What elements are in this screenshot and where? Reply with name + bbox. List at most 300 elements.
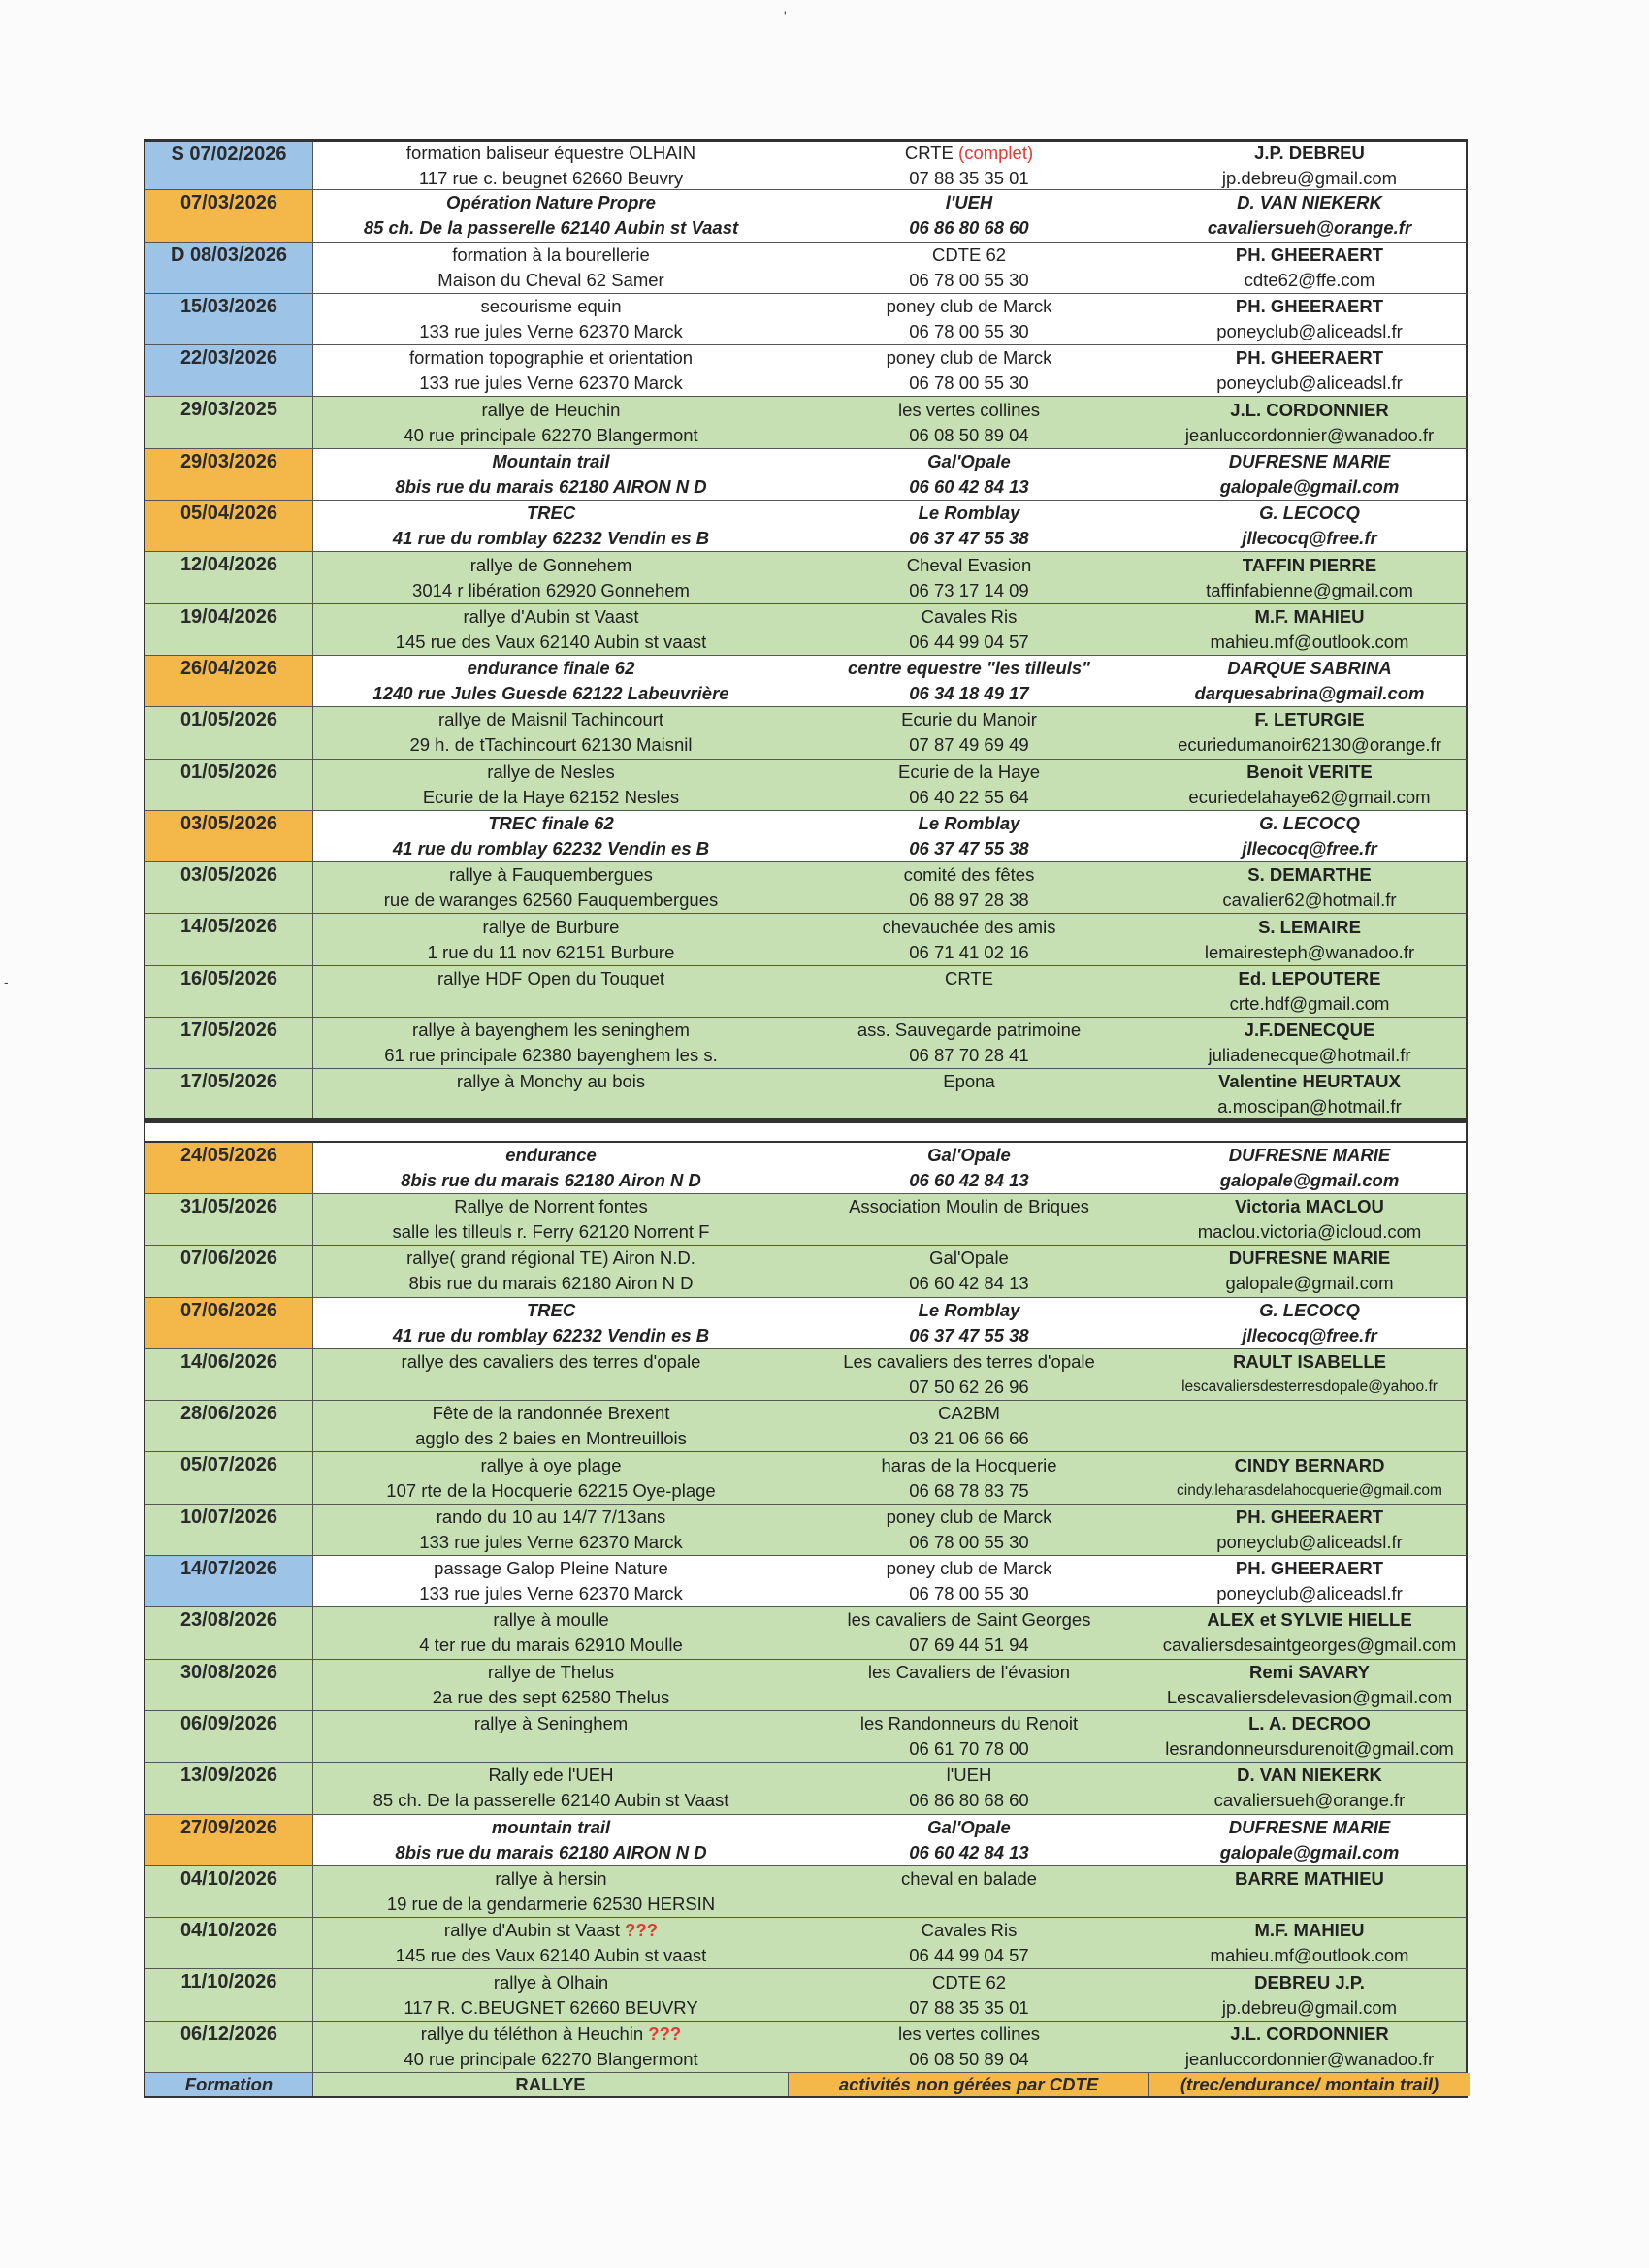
event-date: 07/06/2026 — [146, 1298, 313, 1348]
event-address: 8bis rue du marais 62180 Airon N D — [401, 1169, 701, 1190]
contact-email[interactable]: ecuriedumanoir62130@orange.fr — [1178, 734, 1441, 756]
event-title-text: rando du 10 au 14/7 7/13ans — [436, 1506, 666, 1527]
event-address: 29 h. de tTachincourt 62130 Maisnil — [409, 734, 693, 756]
event-address — [313, 1375, 789, 1400]
event-title-text: Opération Nature Propre — [446, 192, 656, 213]
event-description — [313, 1018, 789, 1068]
organizer-phone: 06 60 42 84 13 — [909, 475, 1029, 497]
event-address: 85 ch. De la passerelle 62140 Aubin st Vaast — [363, 217, 739, 239]
contact-name: PH. GHEERAERT — [1235, 243, 1384, 265]
contact-name: G. LECOCQ — [1259, 502, 1360, 524]
event-date: 05/04/2026 — [146, 501, 313, 551]
event-description — [313, 501, 789, 551]
organizer-name — [789, 1246, 1149, 1271]
contact-email[interactable]: jllecocq@free.fr — [1242, 838, 1377, 859]
event-date: 06/12/2026 — [146, 2022, 313, 2072]
organizer-phone — [789, 991, 1149, 1017]
event-row — [144, 914, 1468, 965]
event-title — [313, 760, 789, 785]
contact-email[interactable]: cavaliersueh@orange.fr — [1207, 217, 1412, 239]
contact-email[interactable]: cavalier62@hotmail.fr — [1222, 890, 1397, 911]
event-row — [144, 501, 1468, 552]
organizer-phone: 07 87 49 69 49 — [909, 734, 1029, 756]
contact-name: RAULT ISABELLE — [1233, 1350, 1386, 1372]
event-row — [144, 1660, 1468, 1711]
event-title — [313, 294, 789, 319]
event-address: 133 rue jules Verne 62370 Marck — [419, 373, 683, 394]
contact-email[interactable]: jeanluccordonnier@wanadoo.fr — [1184, 424, 1435, 445]
event-date: 29/03/2025 — [146, 397, 313, 447]
event-organizer — [789, 397, 1149, 447]
event-date: 12/04/2026 — [146, 552, 313, 602]
event-title — [313, 1069, 789, 1093]
contact-email[interactable]: cavaliersdesaintgeorges@gmail.com — [1162, 1635, 1457, 1656]
event-date: 14/05/2026 — [146, 914, 313, 964]
event-organizer — [789, 243, 1149, 293]
contact-name: G. LECOCQ — [1259, 1299, 1360, 1320]
event-row — [144, 552, 1468, 603]
event-row — [144, 1815, 1468, 1866]
event-contact — [1149, 1246, 1470, 1296]
organizer-name — [789, 142, 1149, 166]
contact-name: J.L. CORDONNIER — [1230, 399, 1389, 420]
event-address — [313, 1736, 789, 1762]
event-description — [313, 1969, 789, 2020]
contact-email[interactable]: Lescavaliersdelevasion@gmail.com — [1166, 1686, 1453, 1707]
organizer-phone: 07 50 62 26 96 — [909, 1376, 1029, 1397]
organizer-phone: 06 78 00 55 30 — [909, 321, 1029, 342]
event-row — [144, 760, 1468, 811]
event-address: 2a rue des sept 62580 Thelus — [432, 1686, 670, 1707]
organizer-name-text: Les cavaliers des terres d'opale — [843, 1350, 1095, 1372]
event-description — [313, 449, 789, 500]
event-address: 8bis rue du marais 62180 AIRON N D — [395, 475, 707, 497]
organizer-name — [789, 1607, 1149, 1633]
contact-name: DEBREU J.P. — [1254, 1971, 1365, 1993]
contact-name: Remi SAVARY — [1248, 1661, 1371, 1682]
contact-name: Ed. LEPOUTERE — [1238, 967, 1381, 988]
organizer-name — [789, 1453, 1149, 1478]
event-organizer — [789, 966, 1149, 1017]
organizer-name-text: haras de la Hocquerie — [881, 1454, 1057, 1475]
event-date: 04/10/2026 — [146, 1918, 313, 1968]
event-contact — [1149, 190, 1470, 241]
event-title-text: formation baliseur équestre OLHAIN — [405, 142, 696, 163]
organizer-phone: 06 78 00 55 30 — [909, 1583, 1029, 1604]
contact-name: ALEX et SYLVIE HIELLE — [1207, 1609, 1412, 1631]
event-contact — [1149, 1401, 1470, 1451]
event-title — [313, 656, 789, 681]
event-address: 1240 rue Jules Guesde 62122 Labeuvrière — [372, 683, 729, 704]
organizer-phone: 06 78 00 55 30 — [909, 269, 1029, 290]
organizer-name-text: Ecurie de la Haye — [897, 761, 1041, 782]
organizer-phone — [789, 1892, 1149, 1917]
event-row — [144, 1969, 1468, 2021]
contact-email[interactable]: cdte62@ffe.com — [1244, 269, 1375, 290]
event-row — [144, 449, 1468, 501]
contact-email[interactable]: jllecocq@free.fr — [1242, 1324, 1377, 1345]
contact-name: BARRE MATHIEU — [1235, 1867, 1384, 1889]
organizer-name — [789, 345, 1149, 371]
contact-email[interactable]: darquesabrina@gmail.com — [1194, 683, 1425, 704]
event-contact — [1149, 1711, 1470, 1762]
organizer-name-text: poney club de Marck — [886, 1506, 1052, 1527]
organizer-name — [789, 243, 1149, 268]
event-title-text: rallye de Burbure — [482, 916, 620, 937]
legend-other-activities: activités non gérées par CDTE — [789, 2073, 1149, 2096]
organizer-name-text: les cavaliers de Saint Georges — [847, 1609, 1091, 1631]
organizer-name — [789, 1505, 1149, 1530]
event-contact — [1149, 243, 1470, 293]
event-description — [313, 1815, 789, 1865]
event-organizer — [789, 1298, 1149, 1348]
organizer-name — [789, 1143, 1149, 1168]
event-row — [144, 1018, 1468, 1069]
event-title — [313, 501, 789, 526]
organizer-name — [789, 604, 1149, 630]
contact-email[interactable]: maclou.victoria@icloud.com — [1197, 1221, 1422, 1243]
event-title — [313, 915, 789, 940]
contact-email[interactable]: galopale@gmail.com — [1225, 1273, 1394, 1294]
event-title — [313, 1453, 789, 1478]
event-title-text: rallye( grand régional TE) Airon N.D. — [406, 1247, 695, 1269]
event-date: 13/09/2026 — [146, 1763, 313, 1813]
organizer-name — [789, 966, 1149, 991]
contact-name: TAFFIN PIERRE — [1242, 554, 1377, 575]
contact-name: PH. GHEERAERT — [1235, 296, 1384, 317]
event-organizer — [789, 1660, 1149, 1710]
organizer-name-text: Cavales Ris — [921, 1920, 1018, 1941]
organizer-phone — [789, 1685, 1149, 1710]
event-title — [313, 1660, 789, 1685]
event-contact — [1149, 1607, 1470, 1658]
event-title-text: Fête de la randonnée Brexent — [432, 1403, 670, 1424]
event-contact — [1149, 1660, 1470, 1710]
event-organizer — [789, 1607, 1149, 1658]
event-date: 23/08/2026 — [146, 1607, 313, 1658]
event-description — [313, 1452, 789, 1503]
event-address: 41 rue du romblay 62232 Vendin es B — [392, 528, 710, 549]
event-organizer — [789, 1401, 1149, 1451]
contact-email[interactable]: ecuriedelahaye62@gmail.com — [1188, 786, 1431, 807]
event-address: 3014 r libération 62920 Gonnehem — [412, 579, 690, 600]
contact-name: S. DEMARTHE — [1247, 864, 1372, 886]
event-row — [144, 190, 1468, 242]
contact-email[interactable]: galopale@gmail.com — [1219, 1841, 1400, 1863]
event-title-text: rallye à bayenghem les seninghem — [412, 1020, 690, 1041]
organizer-name-text: chevauchée des amis — [882, 916, 1056, 937]
event-contact — [1149, 914, 1470, 964]
organizer-phone: 06 37 47 55 38 — [909, 838, 1029, 859]
event-organizer — [789, 345, 1149, 396]
event-date: 10/07/2026 — [146, 1505, 313, 1555]
organizer-phone: 06 68 78 83 75 — [909, 1479, 1029, 1501]
event-description — [313, 1298, 789, 1348]
event-description — [313, 1556, 789, 1606]
event-organizer — [789, 449, 1149, 500]
event-organizer — [789, 190, 1149, 241]
event-row — [144, 139, 1468, 190]
event-date: 31/05/2026 — [146, 1194, 313, 1245]
event-organizer — [789, 2022, 1149, 2072]
contact-email[interactable]: poneyclub@aliceadsl.fr — [1216, 321, 1403, 342]
event-description — [313, 707, 789, 758]
event-address: 145 rue des Vaux 62140 Aubin st vaast — [395, 1945, 707, 1966]
event-title — [313, 1246, 789, 1271]
legend-row — [144, 2073, 1468, 2098]
event-row — [144, 1918, 1468, 1969]
contact-email[interactable]: galopale@gmail.com — [1219, 1169, 1400, 1190]
event-address: 117 R. C.BEUGNET 62660 BEUVRY — [404, 1996, 698, 2018]
organizer-phone: 06 87 70 28 41 — [909, 1045, 1029, 1066]
event-description — [313, 760, 789, 810]
contact-name: DUFRESNE MARIE — [1228, 1247, 1391, 1269]
organizer-name-text: les Randonneurs du Renoit — [859, 1713, 1079, 1734]
event-organizer — [789, 656, 1149, 706]
event-row — [144, 1505, 1468, 1556]
event-description — [313, 1763, 789, 1813]
event-organizer — [789, 1018, 1149, 1068]
event-row — [144, 1246, 1468, 1297]
event-organizer — [789, 1815, 1149, 1865]
organizer-name — [789, 1556, 1149, 1581]
event-address: 41 rue du romblay 62232 Vendin es B — [392, 1324, 710, 1345]
contact-email[interactable]: juliadenecque@hotmail.fr — [1208, 1045, 1411, 1066]
event-description — [313, 966, 789, 1017]
organizer-phone: 06 78 00 55 30 — [909, 373, 1029, 394]
organizer-name — [789, 1349, 1149, 1375]
contact-name: DUFRESNE MARIE — [1228, 1144, 1391, 1165]
event-row — [144, 966, 1468, 1018]
event-title-text: secourisme equin — [480, 296, 622, 317]
event-row — [144, 1711, 1468, 1763]
contact-email[interactable]: galopale@gmail.com — [1219, 475, 1400, 497]
event-organizer — [789, 1969, 1149, 2020]
event-title — [313, 1866, 789, 1892]
event-date: 07/06/2026 — [146, 1246, 313, 1296]
organizer-phone: 06 88 97 28 38 — [909, 890, 1029, 911]
organizer-name-text: CRTE — [904, 142, 954, 163]
event-description — [313, 1194, 789, 1245]
event-description — [313, 1918, 789, 1968]
event-title-text: formation topographie et orientation — [408, 347, 694, 369]
contact-email[interactable]: lemairesteph@wanadoo.fr — [1204, 941, 1415, 962]
event-address: 85 ch. De la passerelle 62140 Aubin st Vaast — [372, 1790, 729, 1811]
event-title-note: ??? — [625, 1920, 659, 1941]
event-row — [144, 707, 1468, 759]
contact-email[interactable]: mahieu.mf@outlook.com — [1210, 1945, 1409, 1966]
event-contact — [1149, 345, 1470, 396]
event-title — [313, 1711, 789, 1736]
event-contact — [1149, 397, 1470, 447]
legend-rallye: RALLYE — [313, 2073, 789, 2096]
event-rows — [144, 139, 1468, 2073]
contact-email[interactable]: taffinfabienne@gmail.com — [1206, 579, 1413, 600]
event-title-text: endurance — [505, 1144, 597, 1165]
organizer-name-text: Le Romblay — [918, 502, 1020, 524]
organizer-phone: 06 37 47 55 38 — [909, 528, 1029, 549]
event-description — [313, 294, 789, 344]
event-title-text: rallye de Gonnehem — [469, 554, 632, 575]
event-title-text: formation à la bourellerie — [452, 243, 650, 265]
legend-formation: Formation — [146, 2073, 313, 2096]
organizer-phone: 06 40 22 55 64 — [909, 786, 1029, 807]
event-description — [313, 345, 789, 396]
contact-name: Benoit VERITE — [1246, 761, 1373, 782]
event-address: salle les tilleuls r. Ferry 62120 Norrent F — [392, 1221, 710, 1243]
event-title — [313, 1505, 789, 1530]
organizer-name — [789, 1711, 1149, 1736]
event-contact — [1149, 760, 1470, 810]
contact-email[interactable]: mahieu.mf@outlook.com — [1210, 631, 1409, 652]
event-row — [144, 1349, 1468, 1401]
event-organizer — [789, 1866, 1149, 1917]
event-title — [313, 1298, 789, 1323]
event-date: 26/04/2026 — [146, 656, 313, 706]
legend-other-activities-detail: (trec/endurance/ montain trail) — [1149, 2073, 1470, 2096]
organizer-name-text: comité des fêtes — [903, 864, 1035, 886]
contact-email[interactable]: cindy.leharasdelahocquerie@gmail.com — [1177, 1481, 1442, 1499]
organizer-name-text: Gal'Opale — [927, 1816, 1011, 1837]
event-organizer — [789, 1069, 1149, 1118]
event-row — [144, 345, 1468, 397]
contact-name: PH. GHEERAERT — [1235, 1506, 1384, 1527]
contact-email[interactable] — [1149, 1892, 1470, 1917]
contact-name: DUFRESNE MARIE — [1228, 1816, 1391, 1837]
contact-name: PH. GHEERAERT — [1235, 347, 1384, 369]
event-title-text: rallye à Seninghem — [473, 1713, 629, 1734]
event-organizer — [789, 811, 1149, 861]
event-contact — [1149, 1018, 1470, 1068]
event-date: 24/05/2026 — [146, 1143, 313, 1193]
contact-name: S. LEMAIRE — [1258, 916, 1361, 937]
event-description — [313, 1660, 789, 1710]
contact-name: J.F.DENECQUE — [1244, 1020, 1375, 1041]
organizer-name-text: Gal'Opale — [929, 1247, 1009, 1269]
organizer-phone: 06 78 00 55 30 — [909, 1531, 1029, 1552]
organizer-name-text: l'UEH — [946, 1765, 992, 1786]
contact-email[interactable]: poneyclub@aliceadsl.fr — [1216, 1531, 1403, 1552]
event-organizer — [789, 552, 1149, 602]
contact-name: M.F. MAHIEU — [1254, 605, 1365, 627]
event-organizer — [789, 1143, 1149, 1193]
event-title — [313, 1349, 789, 1375]
event-address: 19 rue de la gendarmerie 62530 HERSIN — [386, 1893, 716, 1914]
event-contact — [1149, 1143, 1470, 1193]
event-description — [313, 190, 789, 241]
event-date: 04/10/2026 — [146, 1866, 313, 1917]
contact-email[interactable]: poneyclub@aliceadsl.fr — [1216, 1583, 1403, 1604]
contact-name: DARQUE SABRINA — [1227, 658, 1392, 679]
event-organizer — [789, 1763, 1149, 1813]
organizer-name — [789, 1866, 1149, 1892]
event-row — [144, 1866, 1468, 1918]
contact-email[interactable]: jeanluccordonnier@wanadoo.fr — [1184, 2048, 1435, 2069]
event-title — [313, 1143, 789, 1168]
organizer-phone: 06 08 50 89 04 — [909, 424, 1029, 445]
event-contact — [1149, 294, 1470, 344]
organizer-name — [789, 2022, 1149, 2047]
organizer-phone: 06 34 18 49 17 — [909, 683, 1029, 704]
event-title — [313, 1556, 789, 1581]
event-organizer — [789, 707, 1149, 758]
organizer-name-text: poney club de Marck — [886, 296, 1052, 317]
event-organizer — [789, 1452, 1149, 1503]
contact-name: J.L. CORDONNIER — [1230, 2023, 1389, 2044]
event-contact — [1149, 449, 1470, 500]
event-description — [313, 1349, 789, 1400]
organizer-name-text: Gal'Opale — [927, 450, 1011, 471]
event-date: D 08/03/2026 — [146, 243, 313, 293]
contact-email[interactable]: cavaliersueh@orange.fr — [1213, 1790, 1406, 1811]
event-description — [313, 142, 789, 189]
organizer-phone: 06 86 80 68 60 — [909, 217, 1029, 239]
event-date: 17/05/2026 — [146, 1018, 313, 1068]
contact-email[interactable]: jp.debreu@gmail.com — [1221, 1996, 1398, 2018]
event-date: 29/03/2026 — [146, 449, 313, 500]
event-title — [313, 398, 789, 423]
event-organizer — [789, 604, 1149, 655]
event-organizer — [789, 1246, 1149, 1296]
event-date: 06/09/2026 — [146, 1711, 313, 1762]
organizer-name — [789, 1918, 1149, 1943]
contact-name: D. VAN NIEKERK — [1237, 1765, 1382, 1786]
contact-email[interactable]: poneyclub@aliceadsl.fr — [1216, 373, 1403, 394]
organizer-phone: 06 44 99 04 57 — [909, 1945, 1029, 1966]
contact-name — [1149, 1401, 1470, 1426]
event-date: 01/05/2026 — [146, 760, 313, 810]
event-title — [313, 142, 789, 166]
event-row — [144, 2022, 1468, 2073]
organizer-name — [789, 811, 1149, 836]
event-contact — [1149, 811, 1470, 861]
contact-name: F. LETURGIE — [1254, 709, 1365, 730]
contact-email[interactable] — [1149, 1426, 1470, 1451]
organizer-name — [789, 1763, 1149, 1788]
event-title — [313, 707, 789, 732]
event-address: 107 rte de la Hocquerie 62215 Oye-plage — [386, 1479, 716, 1501]
organizer-name-text: Gal'Opale — [927, 1144, 1011, 1165]
event-address: 133 rue jules Verne 62370 Marck — [419, 1531, 683, 1552]
event-address: Maison du Cheval 62 Samer — [437, 269, 664, 290]
event-row — [144, 1763, 1468, 1814]
event-address: 145 rue des Vaux 62140 Aubin st vaast — [395, 631, 707, 652]
contact-email[interactable]: jllecocq@free.fr — [1242, 528, 1377, 549]
contact-email[interactable]: lesrandonneursdurenoit@gmail.com — [1165, 1738, 1454, 1760]
event-description — [313, 243, 789, 293]
event-title-text: endurance finale 62 — [467, 658, 635, 679]
event-contact — [1149, 1349, 1470, 1400]
organizer-name-text: l'UEH — [945, 192, 993, 213]
contact-name: Victoria MACLOU — [1235, 1196, 1384, 1217]
event-organizer — [789, 1194, 1149, 1245]
event-date: 19/04/2026 — [146, 604, 313, 655]
event-description — [313, 1401, 789, 1451]
scan-speck: - — [4, 974, 9, 989]
contact-email[interactable]: a.moscipan@hotmail.fr — [1217, 1095, 1402, 1117]
contact-email[interactable]: lescavaliersdesterresdopale@yahoo.fr — [1181, 1377, 1438, 1395]
event-row — [144, 811, 1468, 862]
organizer-name — [789, 398, 1149, 423]
event-address: 8bis rue du marais 62180 AIRON N D — [395, 1841, 707, 1863]
event-title — [313, 966, 789, 991]
event-description — [313, 1711, 789, 1762]
contact-email[interactable]: crte.hdf@gmail.com — [1229, 992, 1390, 1014]
event-contact — [1149, 552, 1470, 602]
contact-name: Valentine HEURTAUX — [1218, 1070, 1401, 1091]
organizer-phone: 07 88 35 35 01 — [909, 1996, 1029, 2018]
contact-email[interactable]: jp.debreu@gmail.com — [1221, 167, 1398, 188]
